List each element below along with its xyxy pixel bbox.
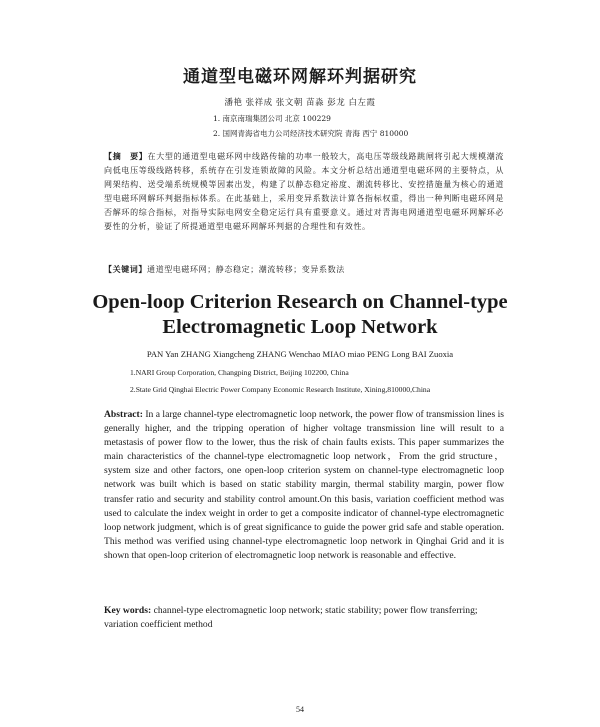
chinese-affiliation-2: 2. 国网青海省电力公司经济技术研究院 青海 西宁 810000	[213, 129, 409, 138]
chinese-keywords	[104, 264, 504, 275]
chinese-keywords-text: 通道型电磁环网；静态稳定；潮流转移；变异系数法	[147, 265, 345, 274]
english-title-line-1: Open-loop Criterion Research on Channel-type	[92, 291, 508, 313]
chinese-abstract	[104, 150, 504, 233]
english-keywords	[104, 604, 504, 632]
page-number: 54	[296, 705, 304, 714]
english-keywords-label: Key words:	[104, 605, 152, 616]
english-abstract-text: In a large channel-type electromagnetic loop network, the power flow of transmission lines is generally higher, and the tripping operation of higher voltage transmission line will result to a metastasis of power flow to the lower, thus the risk of chain faults exists. This paper summarizes the main characteristics of the channel-type electromagnetic loop network，From the grid structure，system size and other factors, one open-loop criterion system on channel-type electromagnetic loop network was built which is based on static stability margin, thermal stability margin, power flow transfer ratio and security and stability control amount.On this basis, variation coefficient method was used to calculate the index weight in order to get a composite indicator of channel-type electromagnetic loop network judgment, which is of great significance to guide the power grid safe and stable operation. This method was verified using channel-type electromagnetic loop network in Qinghai Grid and it is shown that open-loop criterion of electromagnetic loop network is reasonable and effective.	[104, 409, 504, 561]
english-keywords-text: channel-type electromagnetic loop network; static stability; power flow transferring; variation coefficient method	[104, 605, 478, 631]
english-title-line-2: Electromagnetic Loop Network	[162, 316, 438, 338]
chinese-abstract-text: 在大型的通道型电磁环网中线路传输的功率一般较大，高电压等级线路跳闸将引起大规模潮流向低电压等级线路转移，系统存在引发连锁故障的风险。本文分析总结出通道型电磁环网的主要特点，从网架结构、送受端系统规模等因素出发，构建了以静态稳定裕度、潮流转移比、安控措施量为核心的通道型电磁环网解环判据指标体系。在此基础上，采用变异系数法计算各指标权重，得出一种判断电磁环网是否解环的综合指标，对指导实际电网安全稳定运行具有重要意义。通过对青海电网通道型电磁环网解环必要性的分析，验证了所提通道型电磁环网解环判据的合理性和有效性。	[104, 152, 504, 231]
english-title	[0, 290, 600, 340]
chinese-title: 通道型电磁环网解环判据研究	[183, 67, 417, 87]
english-authors: PAN Yan ZHANG Xiangcheng ZHANG Wenchao MIAO miao PENG Long BAI Zuoxia	[146, 349, 454, 359]
english-abstract-label: Abstract:	[104, 409, 143, 420]
english-affiliation-2: 2.State Grid Qinghai Electric Power Company Economic Research Institute, Xining,810000,China	[130, 385, 431, 394]
chinese-affiliation-1: 1. 南京南瑞集团公司 北京 100229	[213, 114, 331, 123]
chinese-authors: 潘艳 张祥成 张文朝 苗淼 彭龙 白左霞	[224, 98, 376, 108]
english-abstract	[104, 408, 504, 563]
chinese-keywords-label: 【关键词】	[104, 265, 147, 274]
english-affiliation-1: 1.NARI Group Corporation, Changping District, Beijing 102200, China	[130, 368, 349, 377]
chinese-abstract-label: 【摘 要】	[104, 152, 148, 161]
